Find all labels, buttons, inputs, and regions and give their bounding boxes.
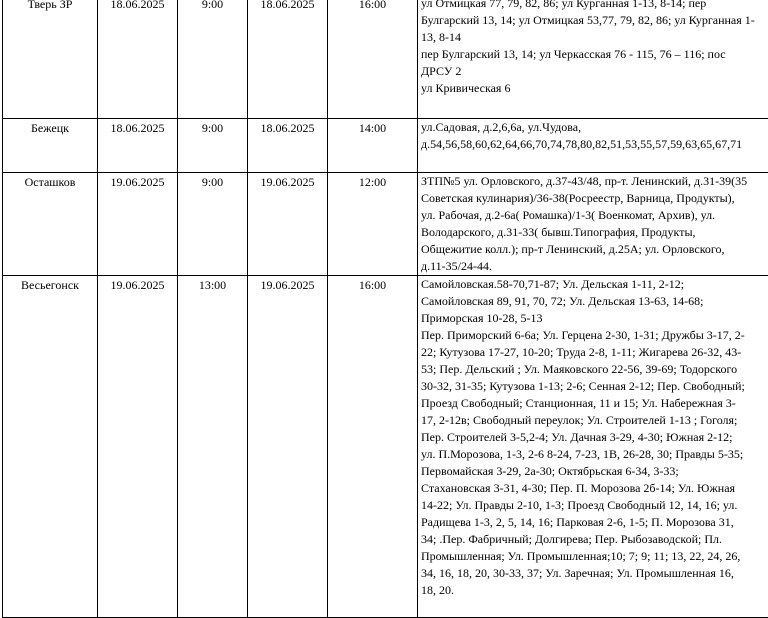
start-date-cell: 18.06.2025 [98,0,178,119]
address-line: 17, 2-12в; Свободный переулок; Ул. Строителей 1-13 ; Гоголя; [421,412,764,429]
address-line: Проезд Свободный; Станционная, 11 и 15; Ул. Набережная 3- [421,395,764,412]
address-line: ул.Садовая, д.2,6,6а, ул.Чудова, [421,119,764,136]
address-line: ул. П.Морозова, 1-3, 2-6 8-24, 7-23, 1В, 26-28, 30; Правды 5-35; [421,446,764,463]
address-line: Самойловская 89, 91, 70, 72; Ул. Дельская 13-63, 14-68; [421,293,764,310]
address-line: Пер. Приморский 6-6а; Ул. Герцена 2-30, 1-31; Дружбы 3-17, 2- [421,327,764,344]
address-line: 18, 20. [421,582,764,599]
address-line: Радищева 1-3, 2, 5, 14, 16; Парковая 2-6, 1-5; П. Морозова 31, [421,514,764,531]
address-line: 13, 8-14 [421,29,764,46]
start-time-cell: 9:00 [178,173,248,276]
address-line: 34, 16, 18, 20, 30-33, 37; Ул. Заречная; Ул. Промышленная 16, [421,565,764,582]
address-line: Общежитие колл.); пр-т Ленинский, д.25А; ул. Орловского, [421,241,764,258]
address-line: Самойловская.58-70,71-87; Ул. Дельская 1-11, 2-12; [421,276,764,293]
district-cell: Бежецк [3,119,98,173]
address-line: ДРСУ 2 [421,63,764,80]
address-line: Первомайская 3-29, 2а-30; Октябрьская 6-34, 3-33; [421,463,764,480]
address-line: Промышленная; Ул. Промышленная;10; 7; 9; 11; 13, 22, 24, 26, [421,548,764,565]
start-time-cell: 13:00 [178,276,248,618]
address-line: Советская кулинария)/36-38(Росреестр, Варница, Продукты), [421,190,764,207]
end-time-cell: 16:00 [328,276,418,618]
table-row [3,173,768,276]
address-line: ЗТП№5 ул. Орловского, д.37-43/48, пр-т. Ленинский, д.31-39(35 [421,173,764,190]
addresses-cell [418,0,768,119]
addresses-cell [418,276,768,618]
address-line: 14-22; Ул. Правды 2-10, 1-3; Проезд Свободный 12, 14, 16; ул. [421,497,764,514]
address-line: Булгарский 13, 14; ул Отмицкая 53,77, 79, 82, 86; ул Курганная 1- [421,12,764,29]
address-line: ул. Рабочая, д.2-6а( Ромашка)/1-3( Военкомат, Архив), ул. [421,207,764,224]
address-line: пер Булгарский 13, 14; ул Черкасская 76 - 115, 76 – 116; пос [421,46,764,63]
district-cell: Осташков [3,173,98,276]
address-line: Стахановская 3-31, 4-30; Пер. П. Морозова 2б-14; Ул. Южная [421,480,764,497]
start-date-cell: 19.06.2025 [98,276,178,618]
address-line: 22; Кутузова 17-27, 10-20; Труда 2-8, 1-11; Жигарева 26-32, 43- [421,344,764,361]
address-line: 53; Пер. Дельский ; Ул. Маяковского 22-56, 39-69; Тодорского [421,361,764,378]
start-time-cell: 9:00 [178,119,248,173]
district-cell: Весьегонск [3,276,98,618]
addresses-cell [418,119,768,173]
end-date-cell: 19.06.2025 [248,276,328,618]
outage-schedule-table [2,0,768,618]
start-date-cell: 18.06.2025 [98,119,178,173]
start-date-cell: 19.06.2025 [98,173,178,276]
end-date-cell: 18.06.2025 [248,119,328,173]
address-line: д.11-35/24-44. [421,258,764,275]
end-time-cell: 16:00 [328,0,418,119]
address-line: ул Кривическая 6 [421,80,764,97]
district-cell: Тверь ЗР [3,0,98,119]
address-line: 34; .Пер. Фабричный; Долгирева; Пер. Рыбозаводской; Пл. [421,531,764,548]
addresses-cell [418,173,768,276]
end-time-cell: 12:00 [328,173,418,276]
address-line: Приморская 10-28, 5-13 [421,310,764,327]
end-date-cell: 19.06.2025 [248,173,328,276]
address-line: д.54,56,58,60,62,64,66,70,74,78,80,82,51,53,55,57,59,63,65,67,71 [421,136,764,153]
table-row [3,119,768,173]
start-time-cell: 9:00 [178,0,248,119]
address-line: ул Отмицкая 77, 79, 82, 86; ул Курганная 1-13, 8-14; пер [421,0,764,12]
address-line: Пер. Строителей 3-5,2-4; Ул. Дачная 3-29, 4-30; Южная 2-12; [421,429,764,446]
table-row [3,276,768,618]
table-row [3,0,768,119]
address-line: Володарского, д.31-33( бывш.Типография, Продукты, [421,224,764,241]
address-line: 30-32, 31-35; Кутузова 1-13; 2-6; Сенная 2-12; Пер. Свободный; [421,378,764,395]
end-date-cell: 18.06.2025 [248,0,328,119]
end-time-cell: 14:00 [328,119,418,173]
